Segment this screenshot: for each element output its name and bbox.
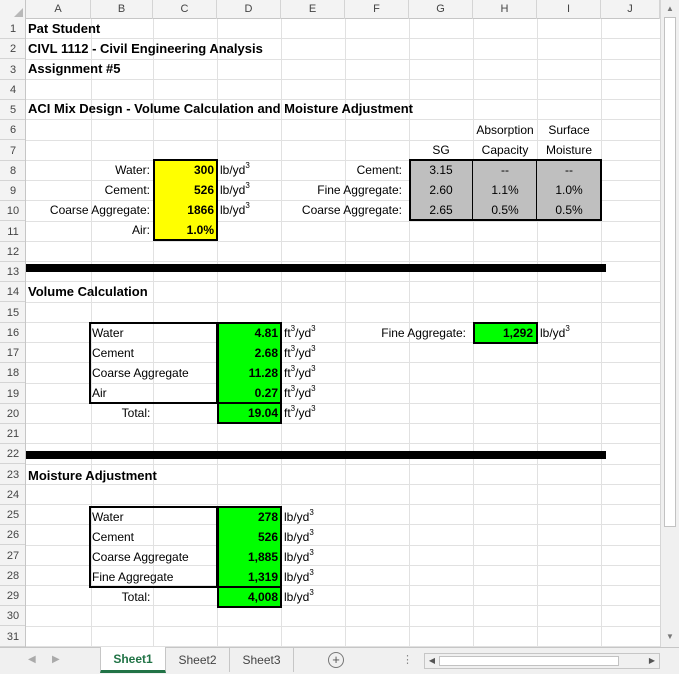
unit-cement: $lb/yd^3$ [220, 181, 250, 197]
header-surface-1: Surface [548, 123, 590, 137]
row-header[interactable]: 15 [0, 303, 26, 323]
row-header[interactable]: 26 [0, 525, 26, 545]
vol-label-coarse: Coarse Aggregate [92, 366, 189, 380]
row-header[interactable]: 31 [0, 627, 26, 647]
next-sheet-icon[interactable]: ▶ [52, 654, 60, 665]
unit-water: $lb/yd^3$ [220, 161, 250, 177]
vol-unit-cement: $ft^3/yd^3$ [284, 344, 316, 360]
row-header[interactable]: 5 [0, 100, 26, 120]
row-header[interactable]: 2 [0, 39, 26, 59]
vol-unit-water: $ft^3/yd^3$ [284, 324, 316, 340]
label-water: Water: [115, 163, 150, 177]
vol-unit-coarse: $ft^3/yd^3$ [284, 364, 316, 380]
fine-absorption[interactable]: 1.1% [473, 180, 537, 200]
moist-cement[interactable]: 526 [217, 527, 281, 547]
row-header[interactable]: 7 [0, 141, 26, 161]
row-header[interactable]: 18 [0, 363, 26, 383]
coarse-absorption[interactable]: 0.5% [473, 200, 537, 220]
vol-air[interactable]: 0.27 [217, 383, 281, 403]
fine-aggregate-label: Fine Aggregate: [381, 326, 466, 340]
moist-unit-coarse: $lb/yd^3$ [284, 548, 314, 564]
moist-fine[interactable]: 1,319 [217, 567, 281, 587]
horizontal-scrollbar[interactable] [424, 653, 660, 669]
row-header[interactable]: 21 [0, 424, 26, 444]
header-absorption-1: Absorption [476, 123, 534, 137]
header-sg: SG [432, 143, 450, 157]
row-header[interactable]: 9 [0, 181, 26, 201]
gridline [26, 443, 660, 444]
coarse-surface-moisture[interactable]: 0.5% [537, 200, 601, 220]
input-coarse-aggregate[interactable]: 1866 [153, 200, 217, 220]
cell-a3[interactable]: Assignment #5 [28, 61, 121, 76]
row-header[interactable]: 24 [0, 485, 26, 505]
row-header[interactable]: 1 [0, 19, 26, 39]
moist-total[interactable]: 4,008 [217, 587, 281, 607]
props-divider-2 [536, 159, 537, 221]
coarse-sg[interactable]: 2.65 [409, 200, 473, 220]
row-header[interactable]: 3 [0, 60, 26, 80]
column-header-e[interactable]: E [281, 0, 345, 19]
label-air: Air: [132, 223, 150, 237]
cement-surface-moisture[interactable]: -- [537, 160, 601, 180]
moist-label-fine: Fine Aggregate [92, 570, 174, 584]
header-absorption-2: Capacity [481, 143, 529, 157]
fine-surface-moisture[interactable]: 1.0% [537, 180, 601, 200]
worksheet-grid[interactable] [26, 19, 660, 647]
props-label-fine: Fine Aggregate: [317, 183, 402, 197]
row-header[interactable]: 8 [0, 161, 26, 181]
vol-water[interactable]: 4.81 [217, 323, 281, 343]
fine-aggregate-value[interactable]: 1,292 [473, 323, 537, 343]
row-header[interactable]: 10 [0, 201, 26, 221]
header-surface-2: Moisture [545, 143, 592, 157]
vol-label-total: Total: [121, 406, 151, 420]
vol-cement[interactable]: 2.68 [217, 343, 281, 363]
horizontal-scroll-thumb[interactable] [439, 656, 619, 666]
gridline [26, 423, 660, 424]
column-header-h[interactable]: H [473, 0, 537, 19]
row-header[interactable]: 28 [0, 566, 26, 586]
row-header[interactable]: 27 [0, 546, 26, 566]
column-header-d[interactable]: D [217, 0, 281, 19]
cell-a2[interactable]: CIVL 1112 - Civil Engineering Analysis [28, 41, 263, 56]
row-header[interactable]: 14 [0, 282, 26, 302]
vol-label-water: Water [92, 326, 124, 340]
gridline [26, 626, 660, 627]
row-header[interactable]: 4 [0, 80, 26, 100]
gridline [26, 464, 660, 465]
column-header-a[interactable]: A [26, 0, 91, 19]
row-header[interactable]: 11 [0, 222, 26, 242]
moist-coarse[interactable]: 1,885 [217, 547, 281, 567]
vertical-scroll-thumb[interactable] [664, 17, 676, 527]
moist-unit-water: $lb/yd^3$ [284, 508, 314, 524]
moist-unit-cement: $lb/yd^3$ [284, 528, 314, 544]
column-header-i[interactable]: I [537, 0, 601, 19]
cement-absorption[interactable]: -- [473, 160, 537, 180]
row-header[interactable]: 20 [0, 404, 26, 424]
vol-label-air: Air [92, 386, 107, 400]
row-header[interactable]: 29 [0, 586, 26, 606]
column-header-j[interactable]: J [601, 0, 660, 19]
cell-a1[interactable]: Pat Student [28, 21, 101, 36]
props-divider-1 [472, 159, 473, 221]
gridline [26, 261, 660, 262]
column-header-g[interactable]: G [409, 0, 473, 19]
row-header[interactable]: 25 [0, 505, 26, 525]
label-cement: Cement: [104, 183, 150, 197]
row-header[interactable]: 13 [0, 262, 26, 282]
tab-sheet1[interactable]: Sheet1 [100, 647, 166, 673]
column-header-c[interactable]: C [153, 0, 217, 19]
volume-section-title: Volume Calculation [28, 284, 148, 299]
input-cement[interactable]: 526 [153, 180, 217, 200]
row-header[interactable]: 22 [0, 444, 26, 464]
row-header[interactable]: 19 [0, 384, 26, 404]
vol-coarse[interactable]: 11.28 [217, 363, 281, 383]
sheet-tab-bar [0, 647, 679, 674]
row-header[interactable]: 23 [0, 465, 26, 485]
fine-sg[interactable]: 2.60 [409, 180, 473, 200]
moist-unit-total: $lb/yd^3$ [284, 588, 314, 604]
section-divider-1 [26, 264, 606, 272]
moist-unit-fine: $lb/yd^3$ [284, 568, 314, 584]
moist-label-total: Total: [121, 590, 151, 604]
cell-a5[interactable]: ACI Mix Design - Volume Calculation and Moisture Adjustment [28, 101, 413, 116]
row-header[interactable]: 6 [0, 120, 26, 140]
gridline [26, 79, 660, 80]
fine-aggregate-unit: $lb/yd^3$ [540, 324, 570, 340]
moist-label-coarse: Coarse Aggregate [92, 550, 189, 564]
label-coarse-aggregate: Coarse Aggregate: [49, 203, 150, 217]
vol-unit-total: $ft^3/yd^3$ [284, 404, 316, 420]
props-label-coarse: Coarse Aggregate: [301, 203, 402, 217]
gridline [537, 19, 538, 647]
scroll-left-icon[interactable]: ◀ [428, 656, 436, 665]
row-header[interactable]: 12 [0, 242, 26, 262]
props-label-cement: Cement: [356, 163, 402, 177]
vertical-scrollbar[interactable] [660, 0, 679, 647]
input-air[interactable]: 1.0% [153, 220, 217, 240]
add-sheet-icon[interactable]: + [328, 652, 344, 668]
prev-sheet-icon[interactable]: ◀ [28, 654, 36, 665]
vol-total[interactable]: 19.04 [217, 403, 281, 423]
column-header-b[interactable]: B [91, 0, 153, 19]
tab-sheet2[interactable]: Sheet2 [166, 648, 230, 672]
vol-unit-air: $ft^3/yd^3$ [284, 384, 316, 400]
input-water[interactable]: 300 [153, 160, 217, 180]
moist-label-water: Water [92, 510, 124, 524]
vol-label-cement: Cement [92, 346, 135, 360]
row-header[interactable]: 17 [0, 343, 26, 363]
moisture-section-title: Moisture Adjustment [28, 468, 157, 483]
gridline [26, 241, 660, 242]
row-header-bar [0, 19, 26, 647]
gridline [601, 19, 602, 647]
column-header-bar [0, 0, 660, 19]
moist-label-cement: Cement [92, 530, 135, 544]
unit-coarse: $lb/yd^3$ [220, 201, 250, 217]
scroll-right-icon[interactable]: ▶ [648, 656, 656, 665]
scroll-up-icon[interactable]: ▲ [666, 4, 674, 13]
split-handle-icon[interactable]: ⋮ [402, 654, 412, 666]
gridline [26, 504, 660, 505]
select-all-corner[interactable] [0, 0, 26, 19]
tab-sheet3[interactable]: Sheet3 [230, 648, 294, 672]
scroll-down-icon[interactable]: ▼ [666, 632, 674, 641]
cement-sg[interactable]: 3.15 [409, 160, 473, 180]
moist-water[interactable]: 278 [217, 507, 281, 527]
column-header-f[interactable]: F [345, 0, 409, 19]
row-header[interactable]: 16 [0, 323, 26, 343]
row-header[interactable]: 30 [0, 606, 26, 626]
section-divider-2 [26, 451, 606, 459]
